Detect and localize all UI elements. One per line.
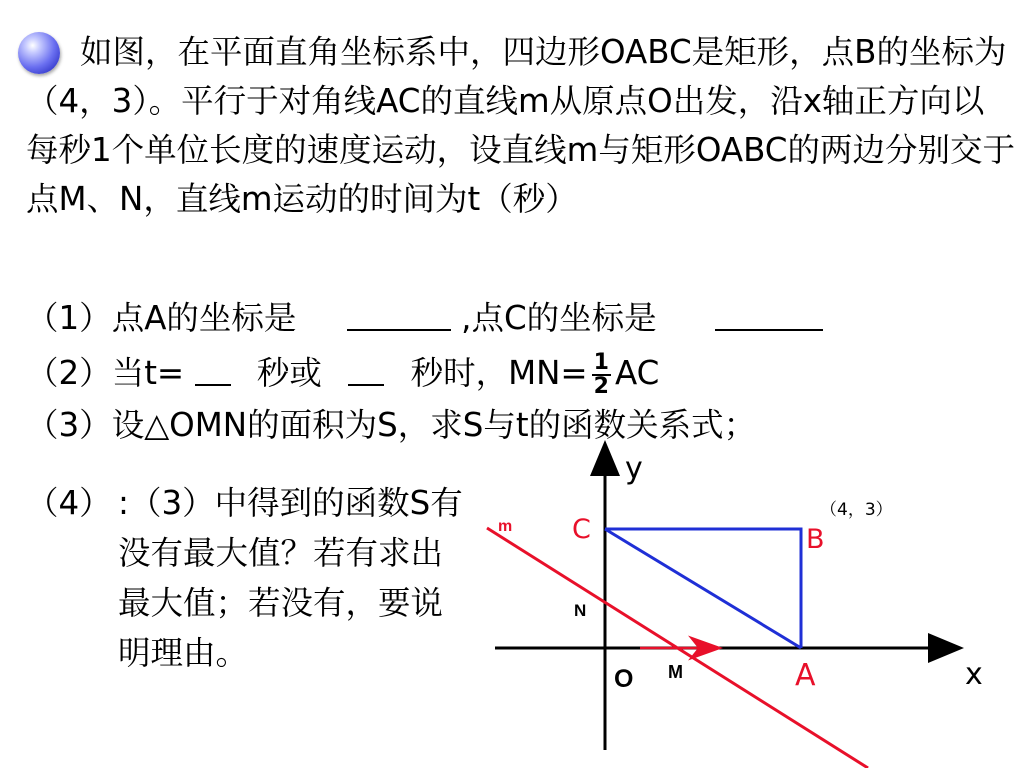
fraction-denominator: 2 [593, 374, 609, 399]
q4-text: :（3）中得到的函数S有没有最大值？若有求出最大值；若没有，要说明理由。 [118, 484, 463, 672]
point-m-label: M [668, 662, 683, 682]
line-m-label: m [498, 518, 513, 535]
y-axis-label: y [625, 451, 643, 486]
q2-text-ac: AC [614, 354, 660, 392]
q2-text-when: 当t= [111, 354, 185, 392]
origin-label: O [614, 665, 634, 693]
point-b-coordinate: （4，3） [820, 500, 893, 520]
q3-number: （3） [26, 406, 112, 444]
point-n-label: N [574, 601, 587, 620]
point-b-label: B [806, 524, 825, 555]
q1-number: （1） [26, 299, 112, 337]
q2-text-or: 秒或 [256, 354, 322, 392]
q3-text: 设△OMN的面积为S，求S与t的函数关系式； [111, 406, 757, 444]
point-c-label: C [572, 514, 591, 545]
q1-text-a: 点A的坐标是 [111, 299, 297, 337]
problem-intro-text: 如图，在平面直角坐标系中，四边形OABC是矩形，点B的坐标为（4，3）。平行于对角线AC的直线m从原点O出发，沿x轴正方向以每秒1个单位长度的速度运动，设直线m与矩形OABC的两边分别交于点M、N，直线m运动的时间为t（秒） [26, 33, 1015, 218]
point-a-label: A [795, 658, 816, 693]
fraction-numerator: 1 [593, 350, 609, 375]
q4-number: （4） [26, 484, 112, 522]
diagonal-ac [605, 529, 801, 648]
q1-text-c: ,点C的坐标是 [461, 299, 657, 337]
q2-text-mn: 秒时，MN= [410, 354, 588, 392]
q2-number: （2） [26, 354, 112, 392]
x-axis-label: x [965, 657, 983, 692]
